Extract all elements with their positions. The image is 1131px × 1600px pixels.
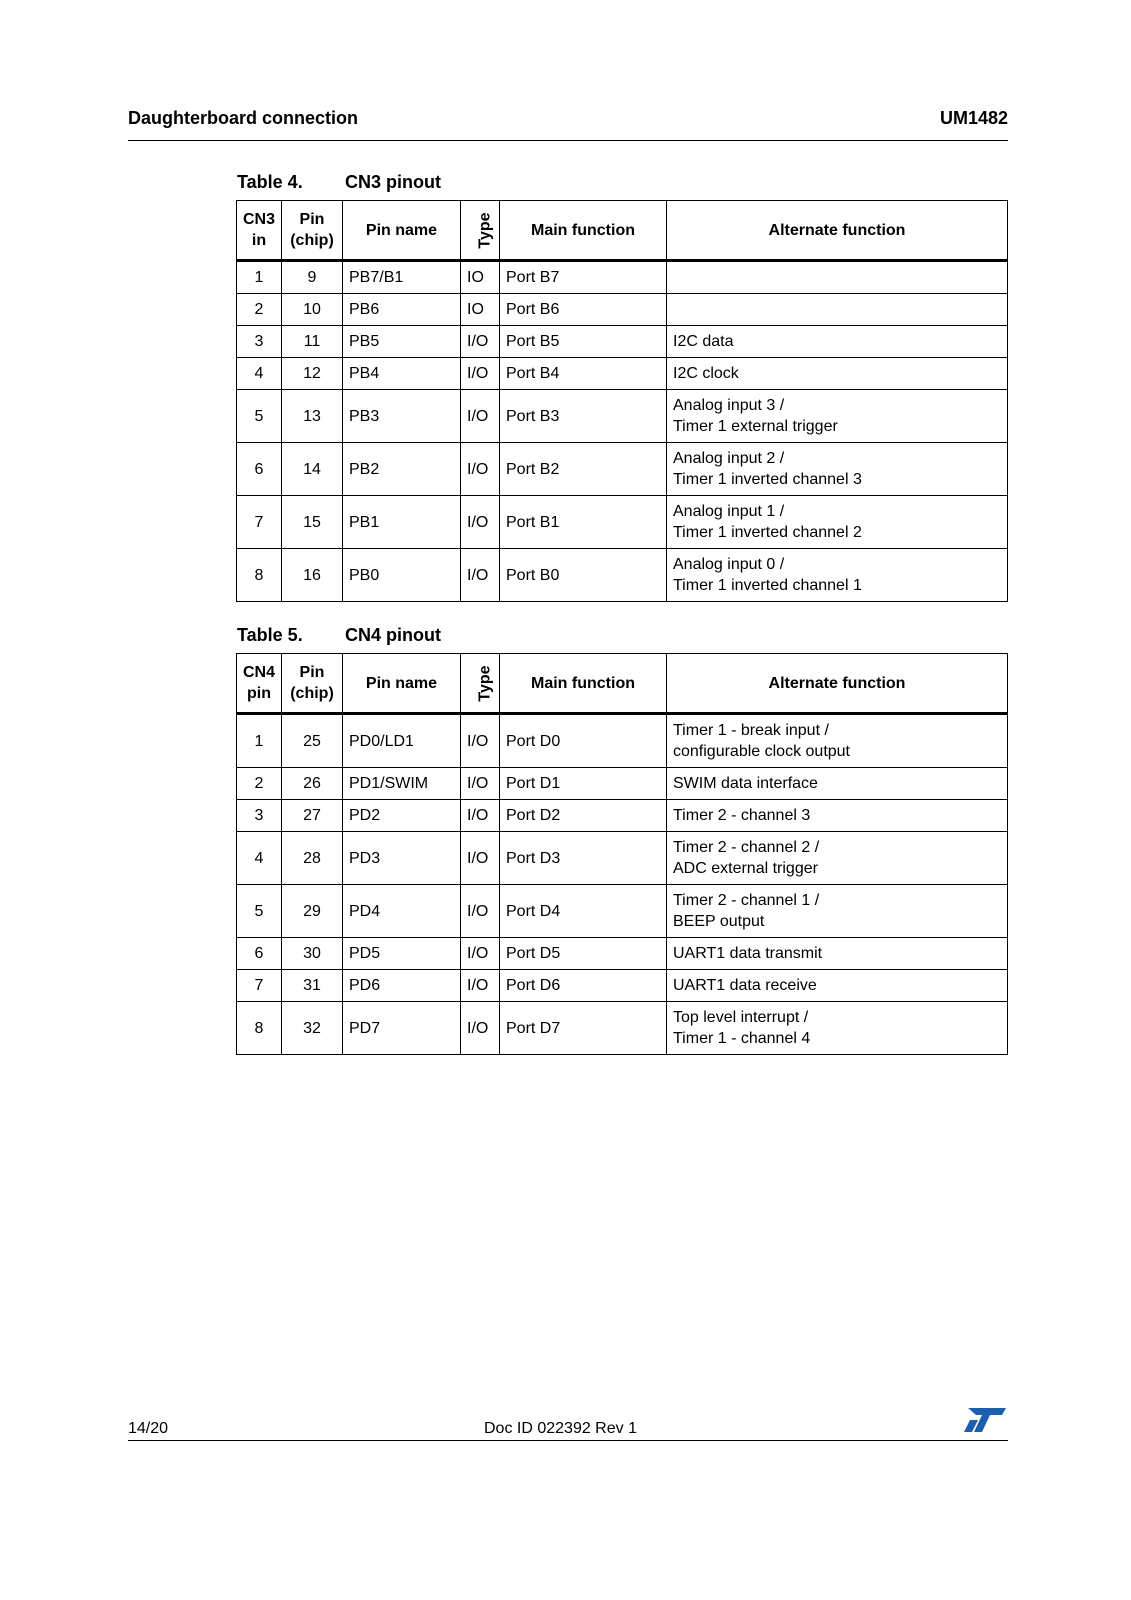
- header-divider: [128, 140, 1008, 141]
- cell-chip-pin: 28: [282, 832, 343, 885]
- cell-alternate-function: UART1 data transmit: [667, 938, 1008, 970]
- cell-main-function: Port B7: [500, 261, 667, 294]
- cell-alternate-function: Top level interrupt / Timer 1 - channel 4: [667, 1002, 1008, 1055]
- cell-chip-pin: 32: [282, 1002, 343, 1055]
- cell-chip-pin: 15: [282, 496, 343, 549]
- cell-chip-pin: 16: [282, 549, 343, 602]
- cell-pin-name: PB1: [343, 496, 461, 549]
- table-row: [237, 885, 1008, 938]
- table5-caption: [237, 625, 441, 646]
- cell-chip-pin: 29: [282, 885, 343, 938]
- cell-connector-pin: 2: [237, 768, 282, 800]
- cell-main-function: Port B2: [500, 443, 667, 496]
- cell-alternate-function: I2C data: [667, 326, 1008, 358]
- cell-type: I/O: [461, 832, 500, 885]
- cell-chip-pin: 11: [282, 326, 343, 358]
- cell-chip-pin: 31: [282, 970, 343, 1002]
- cell-connector-pin: 5: [237, 390, 282, 443]
- cell-alternate-function: [667, 261, 1008, 294]
- cell-chip-pin: 10: [282, 294, 343, 326]
- cell-connector-pin: 7: [237, 970, 282, 1002]
- page-header: [128, 108, 1008, 129]
- cell-pin-name: PB5: [343, 326, 461, 358]
- cell-chip-pin: 9: [282, 261, 343, 294]
- cell-pin-name: PB6: [343, 294, 461, 326]
- cell-type: I/O: [461, 326, 500, 358]
- cell-type: I/O: [461, 1002, 500, 1055]
- doc-code: UM1482: [939, 108, 1008, 128]
- cell-pin-name: PD1/SWIM: [343, 768, 461, 800]
- cell-connector-pin: 3: [237, 326, 282, 358]
- cell-type: I/O: [461, 938, 500, 970]
- header-connector-pin: CN3 in: [237, 201, 282, 261]
- table5-title: CN4 pinout: [345, 625, 441, 645]
- table-row: [237, 938, 1008, 970]
- header-pin-name: Pin name: [343, 654, 461, 714]
- cell-pin-name: PD4: [343, 885, 461, 938]
- cell-chip-pin: 26: [282, 768, 343, 800]
- cell-connector-pin: 1: [237, 261, 282, 294]
- cell-pin-name: PD6: [343, 970, 461, 1002]
- table-row: [237, 832, 1008, 885]
- cell-main-function: Port B5: [500, 326, 667, 358]
- cell-alternate-function: Analog input 1 / Timer 1 inverted channel 2: [667, 496, 1008, 549]
- cell-main-function: Port D0: [500, 714, 667, 768]
- cell-connector-pin: 2: [237, 294, 282, 326]
- doc-id: Doc ID 022392 Rev 1: [484, 1420, 637, 1437]
- cell-alternate-function: Timer 2 - channel 3: [667, 800, 1008, 832]
- cell-connector-pin: 4: [237, 832, 282, 885]
- cell-type: I/O: [461, 768, 500, 800]
- cell-connector-pin: 3: [237, 800, 282, 832]
- cell-connector-pin: 8: [237, 1002, 282, 1055]
- table-row: [237, 390, 1008, 443]
- cell-pin-name: PB7/B1: [343, 261, 461, 294]
- cell-chip-pin: 25: [282, 714, 343, 768]
- cell-connector-pin: 6: [237, 443, 282, 496]
- table-row: [237, 768, 1008, 800]
- cell-pin-name: PD5: [343, 938, 461, 970]
- cell-pin-name: PB4: [343, 358, 461, 390]
- header-alternate-function: Alternate function: [667, 654, 1008, 714]
- table4-number: Table 4.: [237, 172, 303, 192]
- cell-main-function: Port D3: [500, 832, 667, 885]
- cell-pin-name: PD2: [343, 800, 461, 832]
- table-row: [237, 443, 1008, 496]
- page-number: 14/20: [128, 1420, 169, 1437]
- cell-main-function: Port D6: [500, 970, 667, 1002]
- table-row: [237, 261, 1008, 294]
- table5-number: Table 5.: [237, 625, 303, 645]
- cell-chip-pin: 27: [282, 800, 343, 832]
- header-main-function: Main function: [500, 654, 667, 714]
- table4-caption: [237, 172, 441, 193]
- cell-connector-pin: 5: [237, 885, 282, 938]
- cell-alternate-function: Timer 2 - channel 1 / BEEP output: [667, 885, 1008, 938]
- header-main-function: Main function: [500, 201, 667, 261]
- cell-main-function: Port D2: [500, 800, 667, 832]
- header-connector-pin: CN4 pin: [237, 654, 282, 714]
- cell-alternate-function: SWIM data interface: [667, 768, 1008, 800]
- cell-pin-name: PD0/LD1: [343, 714, 461, 768]
- cell-type: I/O: [461, 549, 500, 602]
- cell-chip-pin: 14: [282, 443, 343, 496]
- header-pin-name: Pin name: [343, 201, 461, 261]
- cell-type: I/O: [461, 443, 500, 496]
- cell-pin-name: PB0: [343, 549, 461, 602]
- header-chip-pin: Pin (chip): [282, 201, 343, 261]
- st-logo-icon: [962, 1405, 1008, 1435]
- cell-pin-name: PB3: [343, 390, 461, 443]
- cell-pin-name: PD7: [343, 1002, 461, 1055]
- cell-alternate-function: Analog input 0 / Timer 1 inverted channel 1: [667, 549, 1008, 602]
- cell-alternate-function: Analog input 3 / Timer 1 external trigger: [667, 390, 1008, 443]
- cell-main-function: Port D7: [500, 1002, 667, 1055]
- cell-type: I/O: [461, 800, 500, 832]
- cell-connector-pin: 1: [237, 714, 282, 768]
- cell-connector-pin: 6: [237, 938, 282, 970]
- table-row: [237, 326, 1008, 358]
- table-row: [237, 294, 1008, 326]
- cell-chip-pin: 13: [282, 390, 343, 443]
- cn3-pinout-table: [236, 200, 1008, 602]
- header-alternate-function: Alternate function: [667, 201, 1008, 261]
- cell-alternate-function: UART1 data receive: [667, 970, 1008, 1002]
- cell-pin-name: PD3: [343, 832, 461, 885]
- cell-alternate-function: Analog input 2 / Timer 1 inverted channel 3: [667, 443, 1008, 496]
- table-row: [237, 358, 1008, 390]
- table-header-row: [237, 654, 1008, 714]
- cell-connector-pin: 8: [237, 549, 282, 602]
- cell-alternate-function: Timer 1 - break input / configurable clock output: [667, 714, 1008, 768]
- table-row: [237, 800, 1008, 832]
- cell-connector-pin: 7: [237, 496, 282, 549]
- cell-main-function: Port B4: [500, 358, 667, 390]
- cell-main-function: Port D1: [500, 768, 667, 800]
- table-row: [237, 970, 1008, 1002]
- header-chip-pin: Pin (chip): [282, 654, 343, 714]
- cell-type: I/O: [461, 714, 500, 768]
- cell-alternate-function: [667, 294, 1008, 326]
- cell-type: IO: [461, 294, 500, 326]
- cell-type: IO: [461, 261, 500, 294]
- cell-main-function: Port B1: [500, 496, 667, 549]
- cell-type: I/O: [461, 496, 500, 549]
- cell-type: I/O: [461, 358, 500, 390]
- cell-chip-pin: 30: [282, 938, 343, 970]
- table-row: [237, 714, 1008, 768]
- cell-alternate-function: Timer 2 - channel 2 / ADC external trigger: [667, 832, 1008, 885]
- cell-alternate-function: I2C clock: [667, 358, 1008, 390]
- cell-main-function: Port B3: [500, 390, 667, 443]
- cell-type: I/O: [461, 970, 500, 1002]
- cell-type: I/O: [461, 885, 500, 938]
- cell-main-function: Port D4: [500, 885, 667, 938]
- table-header-row: [237, 201, 1008, 261]
- table-row: [237, 549, 1008, 602]
- table4-title: CN3 pinout: [345, 172, 441, 192]
- header-type: Type: [461, 201, 500, 261]
- cell-connector-pin: 4: [237, 358, 282, 390]
- cn4-pinout-table: [236, 653, 1008, 1055]
- section-title: Daughterboard connection: [128, 108, 359, 128]
- cell-chip-pin: 12: [282, 358, 343, 390]
- footer-divider: [128, 1440, 1008, 1441]
- cell-main-function: Port B6: [500, 294, 667, 326]
- cell-pin-name: PB2: [343, 443, 461, 496]
- cell-main-function: Port D5: [500, 938, 667, 970]
- cell-main-function: Port B0: [500, 549, 667, 602]
- header-type: Type: [461, 654, 500, 714]
- table-row: [237, 1002, 1008, 1055]
- table-row: [237, 496, 1008, 549]
- cell-type: I/O: [461, 390, 500, 443]
